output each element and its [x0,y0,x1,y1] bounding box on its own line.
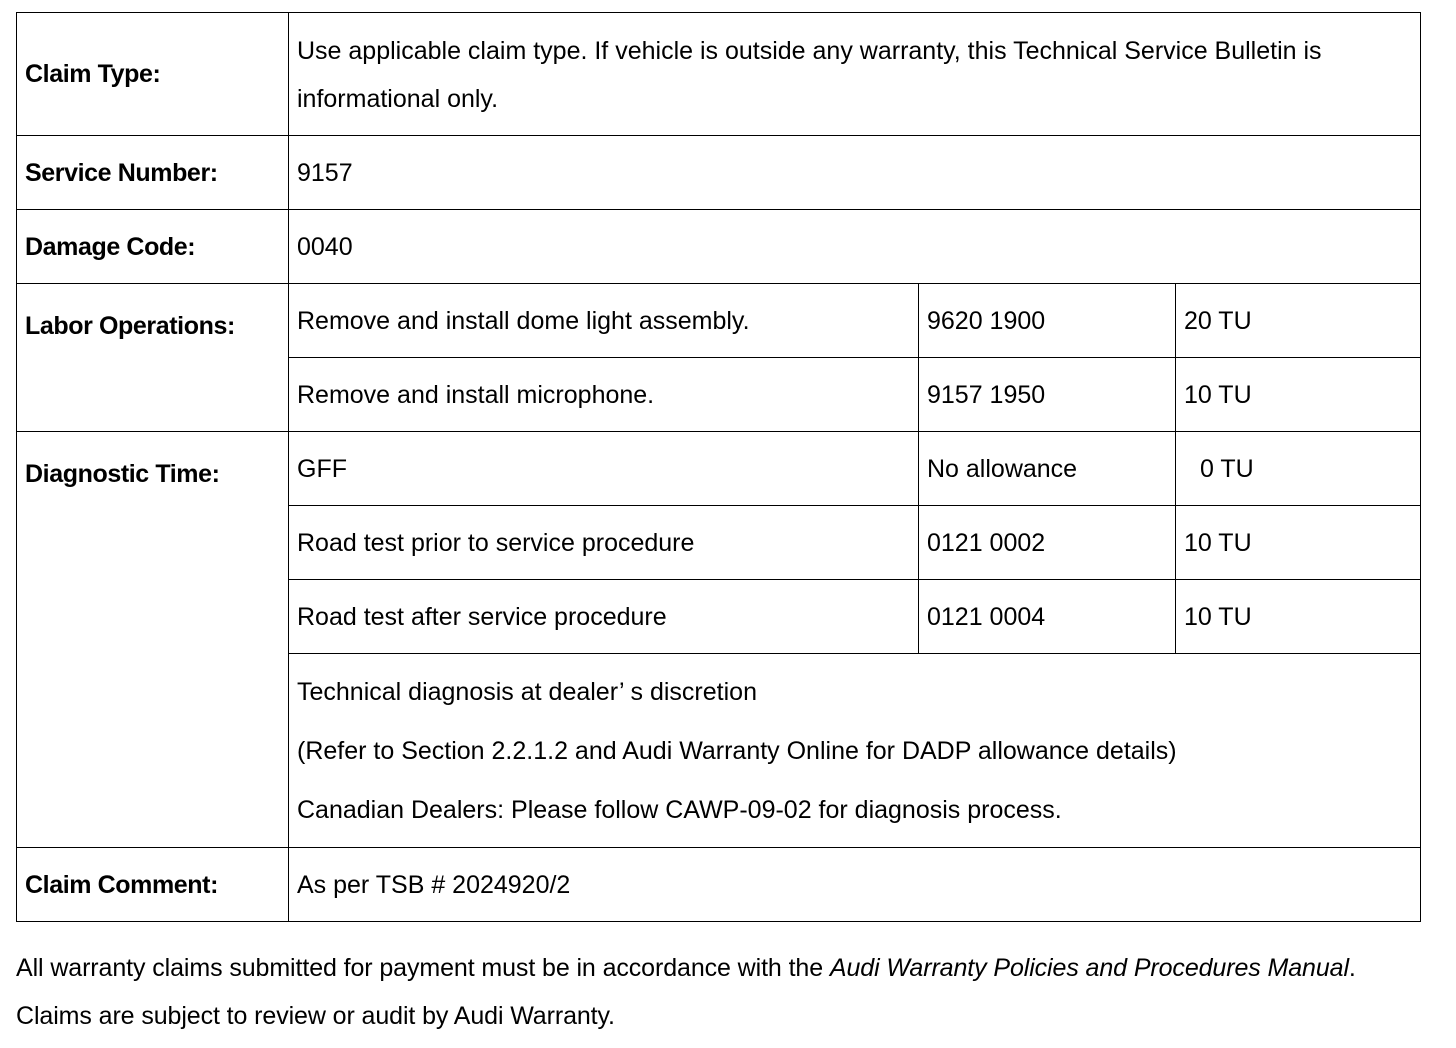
diagnostic-time: 10 TU [1176,580,1421,654]
claim-comment-label: Claim Comment: [17,848,289,922]
service-number-row [17,136,1421,210]
claim-comment-row [17,848,1421,922]
diagnostic-code: 0121 0002 [919,506,1176,580]
diagnostic-time-label: Diagnostic Time: [17,432,289,848]
diagnostic-code: No allowance [919,432,1176,506]
labor-operation-code: 9157 1950 [919,358,1176,432]
manual-title: Audi Warranty Policies and Procedures Manual [829,954,1349,982]
claim-type-row [17,13,1421,136]
diagnostic-description: Road test prior to service procedure [289,506,919,580]
damage-code-value: 0040 [289,210,1421,284]
disclaimer-text-start: All warranty claims submitted for payment must be in accordance with the [16,954,830,982]
claim-type-value [289,13,1421,136]
labor-operations-label: Labor Operations: [17,284,289,432]
damage-code-row [17,210,1421,284]
labor-operation-description: Remove and install microphone. [289,358,919,432]
diagnostic-time: 0 TU [1176,432,1421,506]
damage-code-label: Damage Code: [17,210,289,284]
diagnostic-note: (Refer to Section 2.2.1.2 and Audi Warranty Online for DADP allowance details) [297,736,1177,765]
claim-comment-value: As per TSB # 2024920/2 [289,848,1421,922]
disclaimer-text-end: . Claims are subject to review or audit by Audi Warranty. [16,954,1356,1030]
labor-operation-row [17,284,1421,358]
diagnostic-code: 0121 0004 [919,580,1176,654]
service-number-label: Service Number: [17,136,289,210]
labor-operation-code: 9620 1900 [919,284,1176,358]
diagnostic-note: Technical diagnosis at dealer’ s discretion [297,677,757,706]
diagnostic-note: Canadian Dealers: Please follow CAWP-09-02 for diagnosis process. [297,795,1062,824]
claim-type-label: Claim Type: [17,13,289,136]
diagnostic-description: GFF [289,432,919,506]
service-number-value: 9157 [289,136,1421,210]
diagnostic-notes [289,654,1421,848]
labor-operation-time: 20 TU [1176,284,1421,358]
warranty-claim-table [16,12,1421,922]
diagnostic-row [17,432,1421,506]
labor-operation-description: Remove and install dome light assembly. [289,284,919,358]
diagnostic-time: 10 TU [1176,506,1421,580]
warranty-disclaimer [16,944,1426,1040]
claim-type-text: Use applicable claim type. If vehicle is outside any warranty, this Technical Service Bulletin is informational only. [297,37,1322,113]
diagnostic-description: Road test after service procedure [289,580,919,654]
labor-operation-time: 10 TU [1176,358,1421,432]
